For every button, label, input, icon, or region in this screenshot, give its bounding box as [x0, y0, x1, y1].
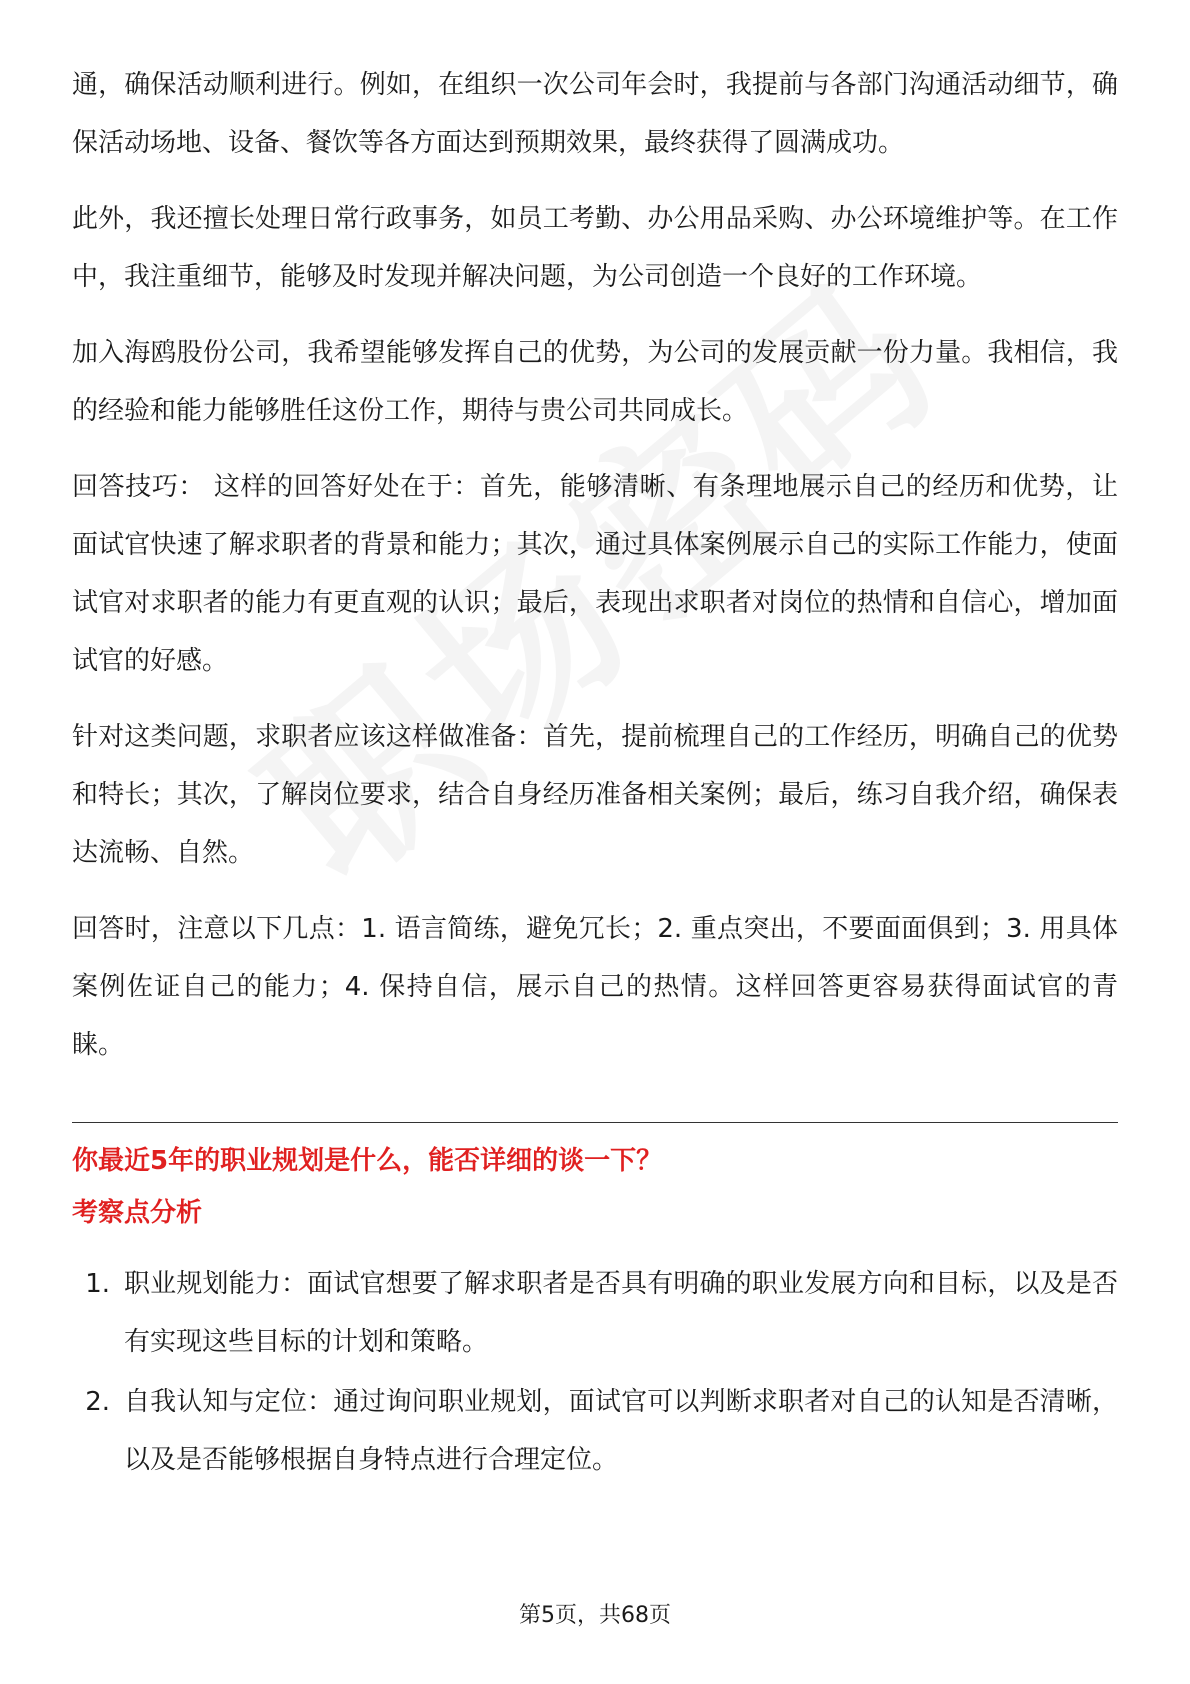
paragraph-answer-tips: 回答技巧： 这样的回答好处在于：首先，能够清晰、有条理地展示自己的经历和优势，让面试官快速了解求职者的背景和能力；其次，通过具体案例展示自己的实际工作能力，使面试官对求职者的能力有更直观的认识；最后，表现出求职者对岗位的热情和自信心，增加面试官的好感。 [72, 472, 1118, 676]
section-divider [72, 1122, 1118, 1123]
list-item-number: 2. [85, 1387, 110, 1417]
paragraph-3: 加入海鸥股份公司，我希望能够发挥自己的优势，为公司的发展贡献一份力量。我相信，我的经验和能力能够胜任这份工作，期待与贵公司共同成长。 [72, 338, 1118, 426]
document-body [72, 56, 1118, 1491]
paragraph-1: 通，确保活动顺利进行。例如，在组织一次公司年会时，我提前与各部门沟通活动细节，确保活动场地、设备、餐饮等各方面达到预期效果，最终获得了圆满成功。 [72, 70, 1118, 158]
analysis-list [72, 1255, 1118, 1489]
question-title: 你最近5年的职业规划是什么，能否详细的谈一下？ [72, 1146, 663, 1176]
list-item-number: 1. [85, 1269, 110, 1299]
page-number: 第5页，共68页 [519, 1603, 671, 1628]
paragraph-preparation: 针对这类问题，求职者应该这样做准备：首先，提前梳理自己的工作经历，明确自己的优势和特长；其次，了解岗位要求，结合自身经历准备相关案例；最后，练习自我介绍，确保表达流畅、自然。 [72, 722, 1118, 868]
analysis-heading: 考察点分析 [72, 1198, 203, 1228]
list-item-text: 职业规划能力：面试官想要了解求职者是否具有明确的职业发展方向和目标，以及是否有实现这些目标的计划和策略。 [124, 1269, 1118, 1357]
paragraph-2: 此外，我还擅长处理日常行政事务，如员工考勤、办公用品采购、办公环境维护等。在工作中，我注重细节，能够及时发现并解决问题，为公司创造一个良好的工作环境。 [72, 204, 1118, 292]
list-item [72, 1255, 1118, 1371]
paragraph-notes: 回答时，注意以下几点：1. 语言简练，避免冗长；2. 重点突出，不要面面俱到；3. 用具体案例佐证自己的能力；4. 保持自信，展示自己的热情。这样回答更容易获得面试官的青睐。 [72, 914, 1118, 1060]
list-item [72, 1373, 1118, 1489]
list-item-text: 自我认知与定位：通过询问职业规划，面试官可以判断求职者对自己的认知是否清晰，以及是否能够根据自身特点进行合理定位。 [124, 1387, 1118, 1475]
